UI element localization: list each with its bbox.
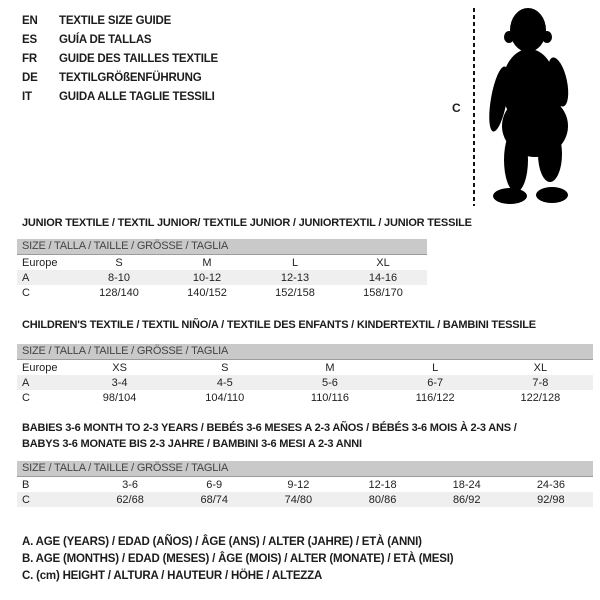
table-cell: 122/128: [520, 391, 561, 404]
height-marker-label: C: [452, 101, 461, 115]
language-code: IT: [22, 91, 32, 103]
legend-line: C. (cm) HEIGHT / ALTURA / HAUTEUR / HÖHE / ALTEZZA: [22, 570, 323, 582]
table-cell: L: [291, 256, 299, 269]
table-cell: 8-10: [107, 271, 131, 284]
table-cell: M: [202, 256, 212, 269]
table-cell: 4-5: [216, 376, 233, 389]
size-table: [17, 255, 427, 300]
table-cell: 12-18: [368, 478, 397, 491]
table-row: [17, 360, 593, 375]
size-header-bar: SIZE / TALLA / TAILLE / GRÖSSE / TAGLIA: [17, 344, 593, 360]
table-row: [17, 270, 427, 285]
table-row: [17, 255, 427, 270]
babies-size-table: [17, 461, 593, 507]
table-cell: 3-4: [111, 376, 128, 389]
language-code: ES: [22, 34, 37, 46]
language-code: DE: [22, 72, 38, 84]
row-label: C: [22, 391, 30, 404]
size-header-bar: SIZE / TALLA / TAILLE / GRÖSSE / TAGLIA: [17, 461, 593, 477]
table-row: [17, 390, 593, 405]
table-cell: 128/140: [99, 286, 139, 299]
height-figure: [440, 0, 600, 215]
legend: [22, 534, 453, 585]
row-label: C: [22, 286, 30, 299]
table-cell: 12-13: [280, 271, 310, 284]
table-cell: 6-7: [427, 376, 444, 389]
table-cell: 92/98: [537, 493, 565, 506]
table-cell: 74/80: [284, 493, 313, 506]
table-cell: 116/122: [415, 391, 455, 404]
language-row: [22, 31, 218, 50]
table-cell: 86/92: [452, 493, 481, 506]
language-label: GUIDA ALLE TAGLIE TESSILI: [59, 91, 215, 103]
row-label: Europe: [22, 256, 58, 269]
table-row: [17, 477, 593, 492]
section-title-babies-line1: BABIES 3-6 MONTH TO 2-3 YEARS / BEBÉS 3-6 MESES A 2-3 AÑOS / BÉBÉS 3-6 MOIS À 2-3 ANS /: [22, 422, 517, 434]
table-cell: 158/170: [363, 286, 403, 299]
table-cell: 68/74: [200, 493, 228, 506]
row-label: B: [22, 478, 30, 491]
table-cell: 62/68: [116, 493, 144, 506]
language-list: [22, 12, 218, 107]
language-code: EN: [22, 15, 38, 27]
section-title-junior: JUNIOR TEXTILE / TEXTIL JUNIOR/ TEXTILE JUNIOR / JUNIORTEXTIL / JUNIOR TESSILE: [22, 217, 472, 229]
table-row: [17, 285, 427, 300]
section-title-babies-line2: BABYS 3-6 MONATE BIS 2-3 JAHRE / BAMBINI 3-6 MESI A 2-3 ANNI: [22, 438, 362, 450]
row-label: Europe: [22, 361, 58, 374]
legend-line: B. AGE (MONTHS) / EDAD (MESES) / ÂGE (MOIS) / ALTER (MONATE) / ETÀ (MESI): [22, 553, 454, 565]
language-row: [22, 88, 218, 107]
section-title-babies: [22, 420, 517, 452]
row-label: A: [22, 271, 30, 284]
language-label: GUÍA DE TALLAS: [59, 34, 152, 46]
table-cell: XL: [376, 256, 390, 269]
size-table: [17, 360, 593, 405]
row-label: A: [22, 376, 30, 389]
section-title-children: CHILDREN'S TEXTILE / TEXTIL NIÑO/A / TEXTILE DES ENFANTS / KINDERTEXTIL / BAMBINI TESSILE: [22, 319, 536, 331]
table-cell: 3-6: [122, 478, 139, 491]
table-cell: XS: [112, 361, 127, 374]
language-label: GUIDE DES TAILLES TEXTILE: [59, 53, 218, 65]
legend-line: A. AGE (YEARS) / EDAD (AÑOS) / ÂGE (ANS) / ALTER (JAHRE) / ETÀ (ANNI): [22, 536, 422, 548]
table-cell: 14-16: [368, 271, 398, 284]
table-cell: 18-24: [452, 478, 481, 491]
baby-silhouette-icon: [487, 2, 599, 212]
table-cell: S: [221, 361, 229, 374]
table-cell: 5-6: [322, 376, 338, 389]
table-cell: 140/152: [187, 286, 227, 299]
table-cell: M: [325, 361, 335, 374]
table-cell: 7-8: [532, 376, 549, 389]
row-label: C: [22, 493, 30, 506]
language-row: [22, 12, 218, 31]
table-cell: 10-12: [192, 271, 222, 284]
table-cell: 9-12: [287, 478, 310, 491]
language-code: FR: [22, 53, 37, 65]
language-row: [22, 50, 218, 69]
table-cell: 98/104: [102, 391, 137, 404]
table-cell: L: [432, 361, 439, 374]
table-row: [17, 492, 593, 507]
table-cell: 104/110: [205, 391, 245, 404]
table-row: [17, 375, 593, 390]
language-label: TEXTILE SIZE GUIDE: [59, 15, 172, 27]
table-cell: 110/116: [310, 391, 350, 404]
size-table: [17, 477, 593, 507]
table-cell: 24-36: [536, 478, 565, 491]
junior-size-table: [17, 239, 427, 300]
size-header-bar: SIZE / TALLA / TAILLE / GRÖSSE / TAGLIA: [17, 239, 427, 255]
table-cell: 80/86: [368, 493, 397, 506]
table-cell: XL: [533, 361, 548, 374]
language-label: TEXTILGRÖßENFÜHRUNG: [59, 72, 202, 84]
table-cell: 152/158: [275, 286, 315, 299]
language-row: [22, 69, 218, 88]
table-cell: 6-9: [206, 478, 223, 491]
children-size-table: [17, 344, 593, 405]
height-dashed-line: [473, 8, 475, 206]
table-cell: S: [115, 256, 123, 269]
